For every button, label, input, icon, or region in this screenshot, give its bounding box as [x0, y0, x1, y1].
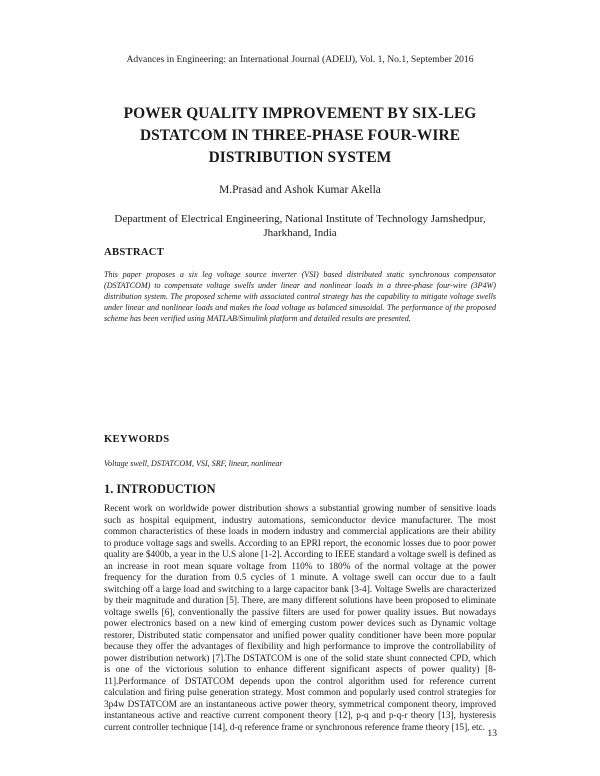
abstract-heading: ABSTRACT	[104, 247, 165, 258]
title-line: DSTATCOM IN THREE-PHASE FOUR-WIRE	[139, 127, 461, 144]
journal-header: Advances in Engineering: an International Journal (ADEIJ), Vol. 1, No.1, September 2016	[126, 54, 474, 65]
paper-title	[60, 103, 540, 169]
keywords-text: Voltage swell, DSTATCOM, VSI, SRF, linear, nonlinear	[104, 459, 283, 468]
title-line: POWER QUALITY IMPROVEMENT BY SIX-LEG	[123, 105, 477, 122]
affiliation: Department of Electrical Engineering, National Institute of Technology Jamshedpur, Jharkhand, India	[114, 213, 486, 239]
introduction-text: Recent work on worldwide power distribution shows a substantial growing number of sensitive loads such as hospital equipment, industry automations, semiconductor device manufacturer. The most common characteristics of these loads in modern industry and commercial applications are their ability to produce voltage sags and swells. According to an EPRI report, the economic losses due to poor power quality are $400b, a year in the U.S alone [1-2]. According to IEEE standard a voltage swell is defined as an increase in root mean square voltage from 110% to 180% of the normal voltage at the power frequency for the duration from 0.5 cycles of 1 minute. A voltage swell can occur due to a fault switching off a large load and switching to a large capacitor bank [3-4]. Voltage Swells are characterized by their magnitude and duration [5]. There, are many different solutions have been proposed to eliminate voltage swells [6], conventionally the passive filters are used for power quality issues. But nowadays power electronics based on a new kind of emerging custom power devices such as Dynamic voltage restorer, Distributed static compensator and unified power quality conditioner have been more popular because they offer the advantages of flexibility and high performance to improve the controllability of power distribution network) [7].The DSTATCOM is one of the solid state shunt connected CPD, which is one of the victorious solution to enhance different significant aspects of power quality) [8-11].Performance of DSTATCOM depends upon the control algorithm used for reference current calculation and firing pulse generation strategy. Most common and popularly used control strategies for 3p4w DSTATCOM are an instantaneous active power theory, symmetrical component theory, improved instantaneous active and reactive current component theory [12], p-q and p-q-r theory [13], hysteresis current controller technique [14], d-q reference frame or synchronous reference frame theory [15], etc.	[104, 504, 496, 733]
keywords-heading: KEYWORDS	[104, 434, 170, 445]
introduction-heading: 1. INTRODUCTION	[104, 482, 216, 496]
abstract-text: This paper proposes a six leg voltage source inverter (VSI) based distributed static synchronous compensator (DSTATCOM) to compensate voltage swells under linear and nonlinear loads in a three-phase four-wire (3P4W) distribution system. The proposed scheme with associated control strategy has the capability to mitigate voltage swells under linear and nonlinear loads and makes the load voltage as balanced sinusoidal. The performance of the proposed scheme has been verified using MATLAB/Simulink platform and detailed results are presented.	[104, 270, 496, 323]
authors: M.Prasad and Ashok Kumar Akella	[219, 184, 381, 196]
title-line: DISTRIBUTION SYSTEM	[208, 149, 392, 166]
page-number: 13	[487, 728, 497, 739]
